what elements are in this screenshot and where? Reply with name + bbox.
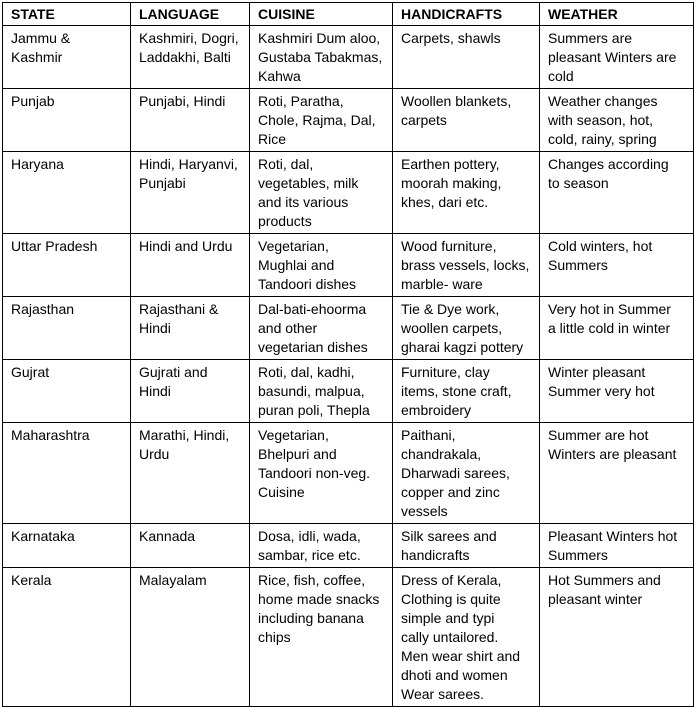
- cell-language: Marathi, Hindi, Urdu: [131, 423, 250, 524]
- table-row: [3, 423, 694, 524]
- cell-cuisine: Rice, fish, coffee, home made snacks including banana chips: [250, 568, 393, 707]
- cell-language: Hindi, Haryanvi, Punjabi: [131, 152, 250, 234]
- cell-language: Kashmiri, Dogri, Laddakhi, Balti: [131, 26, 250, 89]
- cell-state: Karnataka: [3, 524, 131, 568]
- states-culture-table: [2, 2, 694, 707]
- cell-handicrafts: Tie & Dye work, woollen carpets, gharai kagzi pottery: [393, 297, 540, 360]
- cell-handicrafts: Silk sarees and handicrafts: [393, 524, 540, 568]
- header-weather: WEATHER: [540, 3, 694, 26]
- table-row: [3, 26, 694, 89]
- cell-handicrafts: Paithani, chandrakala, Dharwadi sarees, copper and zinc vessels: [393, 423, 540, 524]
- cell-weather: Weather changes with season, hot, cold, rainy, spring: [540, 89, 694, 152]
- cell-weather: Summers are pleasant Winters are cold: [540, 26, 694, 89]
- cell-state: Uttar Pradesh: [3, 234, 131, 297]
- cell-language: Malayalam: [131, 568, 250, 707]
- cell-state: Punjab: [3, 89, 131, 152]
- cell-language: Rajasthani & Hindi: [131, 297, 250, 360]
- header-handicrafts: HANDICRAFTS: [393, 3, 540, 26]
- cell-state: Rajasthan: [3, 297, 131, 360]
- cell-language: Gujrati and Hindi: [131, 360, 250, 423]
- header-row: [3, 3, 694, 26]
- cell-cuisine: Kashmiri Dum aloo, Gustaba Tabakmas, Kahwa: [250, 26, 393, 89]
- cell-weather: Winter pleasant Summer very hot: [540, 360, 694, 423]
- cell-handicrafts: Wood furniture, brass vessels, locks, marble- ware: [393, 234, 540, 297]
- table-row: [3, 89, 694, 152]
- cell-cuisine: Roti, dal, kadhi, basundi, malpua, puran poli, Thepla: [250, 360, 393, 423]
- cell-cuisine: Vegetarian, Bhelpuri and Tandoori non-veg. Cuisine: [250, 423, 393, 524]
- table-row: [3, 524, 694, 568]
- cell-cuisine: Roti, dal, vegetables, milk and its various products: [250, 152, 393, 234]
- cell-cuisine: Vegetarian, Mughlai and Tandoori dishes: [250, 234, 393, 297]
- cell-cuisine: Dal-bati-ehoorma and other vegetarian dishes: [250, 297, 393, 360]
- cell-language: Hindi and Urdu: [131, 234, 250, 297]
- cell-weather: Cold winters, hot Summers: [540, 234, 694, 297]
- cell-weather: Changes according to season: [540, 152, 694, 234]
- cell-handicrafts: Earthen pottery, moorah making, khes, dari etc.: [393, 152, 540, 234]
- cell-state: Maharashtra: [3, 423, 131, 524]
- cell-handicrafts: Woollen blankets, carpets: [393, 89, 540, 152]
- header-language: LANGUAGE: [131, 3, 250, 26]
- cell-handicrafts: Furniture, clay items, stone craft, embroidery: [393, 360, 540, 423]
- cell-cuisine: Dosa, idli, wada, sambar, rice etc.: [250, 524, 393, 568]
- cell-weather: Summer are hot Winters are pleasant: [540, 423, 694, 524]
- cell-state: Gujrat: [3, 360, 131, 423]
- table-row: [3, 152, 694, 234]
- cell-weather: Hot Summers and pleasant winter: [540, 568, 694, 707]
- cell-handicrafts: Carpets, shawls: [393, 26, 540, 89]
- header-state: STATE: [3, 3, 131, 26]
- table-row: [3, 234, 694, 297]
- cell-handicrafts: Dress of Kerala, Clothing is quite simple and typi cally untailored. Men wear shirt and dhoti and women Wear sarees.: [393, 568, 540, 707]
- cell-state: Kerala: [3, 568, 131, 707]
- cell-language: Kannada: [131, 524, 250, 568]
- header-cuisine: CUISINE: [250, 3, 393, 26]
- cell-state: Jammu & Kashmir: [3, 26, 131, 89]
- table-row: [3, 360, 694, 423]
- table-row: [3, 297, 694, 360]
- cell-state: Haryana: [3, 152, 131, 234]
- cell-weather: Very hot in Summer a little cold in winter: [540, 297, 694, 360]
- table-row: [3, 568, 694, 707]
- cell-language: Punjabi, Hindi: [131, 89, 250, 152]
- cell-weather: Pleasant Winters hot Summers: [540, 524, 694, 568]
- cell-cuisine: Roti, Paratha, Chole, Rajma, Dal, Rice: [250, 89, 393, 152]
